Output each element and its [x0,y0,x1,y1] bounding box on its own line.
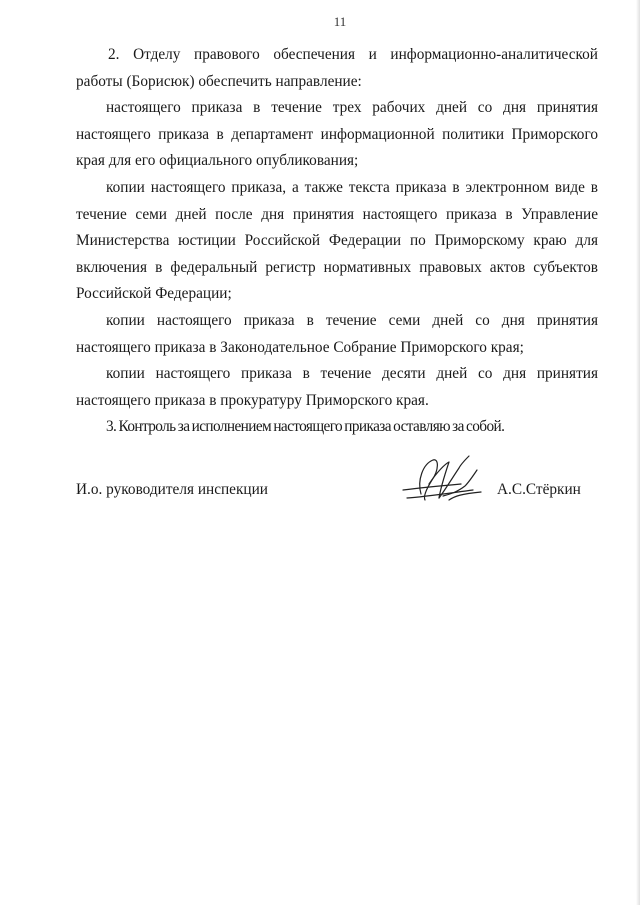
paragraph-ministry-justice: копии настоящего приказа, а также текста приказа в электронном виде в течение семи дней после дня принятия настоящего приказа в Управление Министерства юстиции Российской Федерации по Приморскому краю для включения в федеральный регистр нормативных правовых актов субъектов Российской Федерации; [76,178,598,303]
signatory-title: И.о. руководителя инспекции [76,481,268,498]
page-edge [636,0,640,905]
page-number: 11 [333,14,347,29]
document-body [76,42,598,441]
paragraph-prosecutor: копии настоящего приказа в течение десяти дней со дня принятия настоящего приказа в прокуратуру Приморского края. [76,365,598,409]
paragraph-item-2: 2. Отделу правового обеспечения и информационно-аналитической работы (Борисюк) обеспечить направление: [76,46,598,90]
signature-block [76,481,598,501]
signatory-name: А.С.Стёркин [497,481,581,498]
paragraph-legislative-assembly: копии настоящего приказа в течение семи дней со дня принятия настоящего приказа в Законодательное Собрание Приморского края; [76,311,598,356]
handwritten-signature [399,450,489,510]
paragraph-item-3: 3. Контроль за исполнением настоящего приказа оставляю за собой. [106,418,505,436]
paragraph-publication: настоящего приказа в течение трех рабочих дней со дня принятия настоящего приказа в департамент информационной политики Приморского края для его официального опубликования; [76,99,598,170]
